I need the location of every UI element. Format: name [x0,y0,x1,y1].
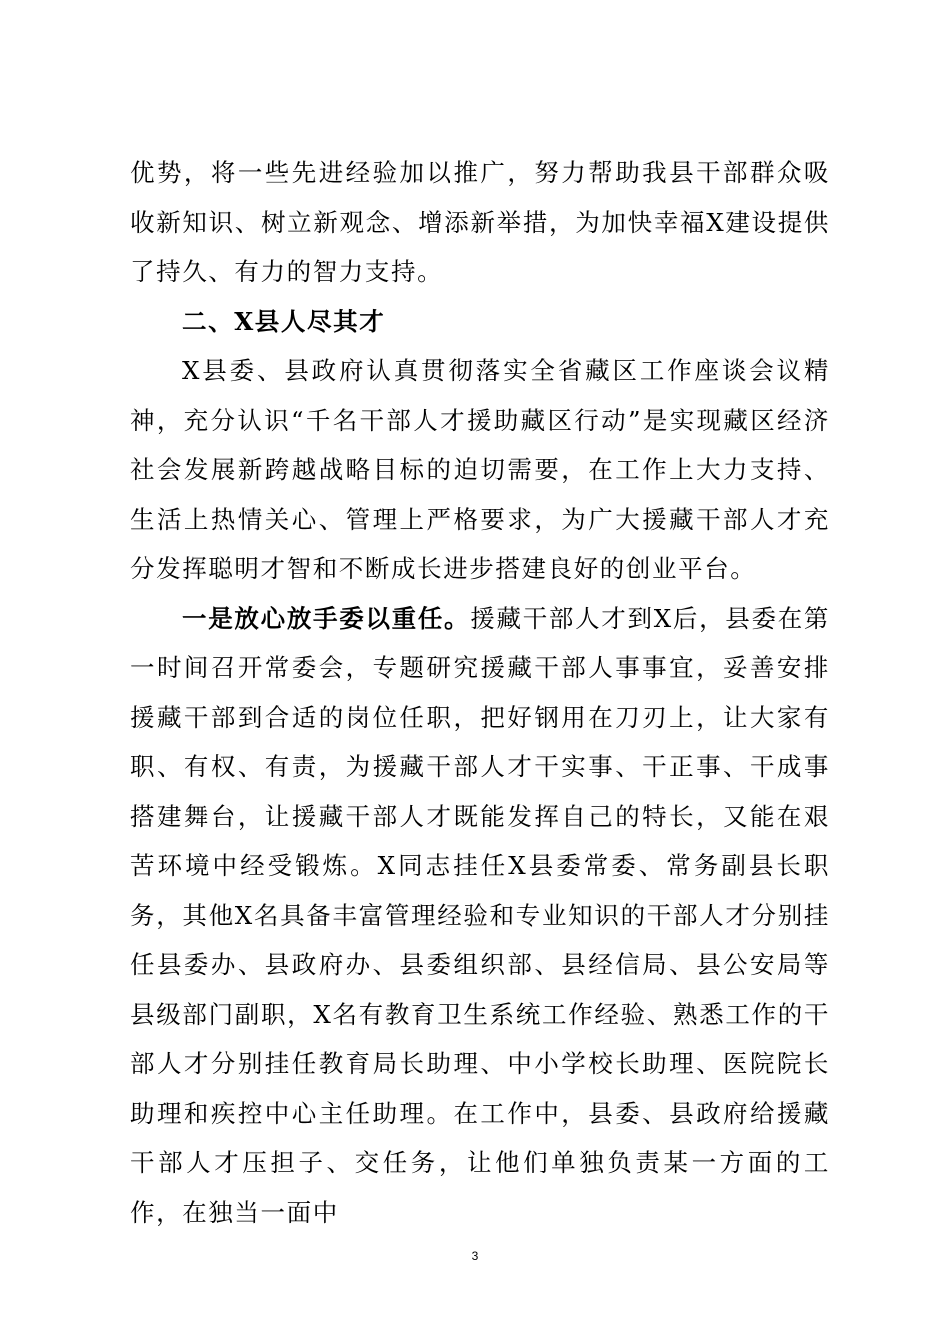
page-number: 3 [471,1249,479,1263]
paragraph-lead-phrase: 一是放心放手委以重任。 [182,603,471,633]
paragraph-body [130,594,830,1238]
paragraph-body: X县委、县政府认真贯彻落实全省藏区工作座谈会议精神，充分认识“千名干部人才援助藏区行动”是实现藏区经济社会发展新跨越战略目标的迫切需要，在工作上大力支持、生活上热情关心、管理上严格要求，为广大援藏干部人才充分发挥聪明才智和不断成长进步搭建良好的创业平台。 [130,356,830,583]
paragraph-continuation: 优势，将一些先进经验加以推广，努力帮助我县干部群众吸收新知识、树立新观念、增添新举措，为加快幸福X建设提供了持久、有力的智力支持。 [130,158,830,286]
document-body [130,148,830,1237]
section-heading: 二、X县人尽其才 [182,306,386,336]
paragraph-body-text: 援藏干部人才到X后，县委在第一时间召开常委会，专题研究援藏干部人事事宜，妥善安排援藏干部到合适的岗位任职，把好钢用在刀刃上，让大家有职、有权、有责，为援藏干部人才干实事、干正事、干成事搭建舞台，让援藏干部人才既能发挥自己的特长，又能在艰苦环境中经受锻炼。X同志挂任X县委常委、常务副县长职务，其他X名具备丰富管理经验和专业知识的干部人才分别挂任县委办、县政府办、县委组织部、县经信局、县公安局等县级部门副职，X名有教育卫生系统工作经验、熟悉工作的干部人才分别挂任教育局长助理、中小学校长助理、医院院长助理和疾控中心主任助理。在工作中，县委、县政府给援藏干部人才压担子、交任务，让他们单独负责某一方面的工作，在独当一面中 [130,603,831,1227]
